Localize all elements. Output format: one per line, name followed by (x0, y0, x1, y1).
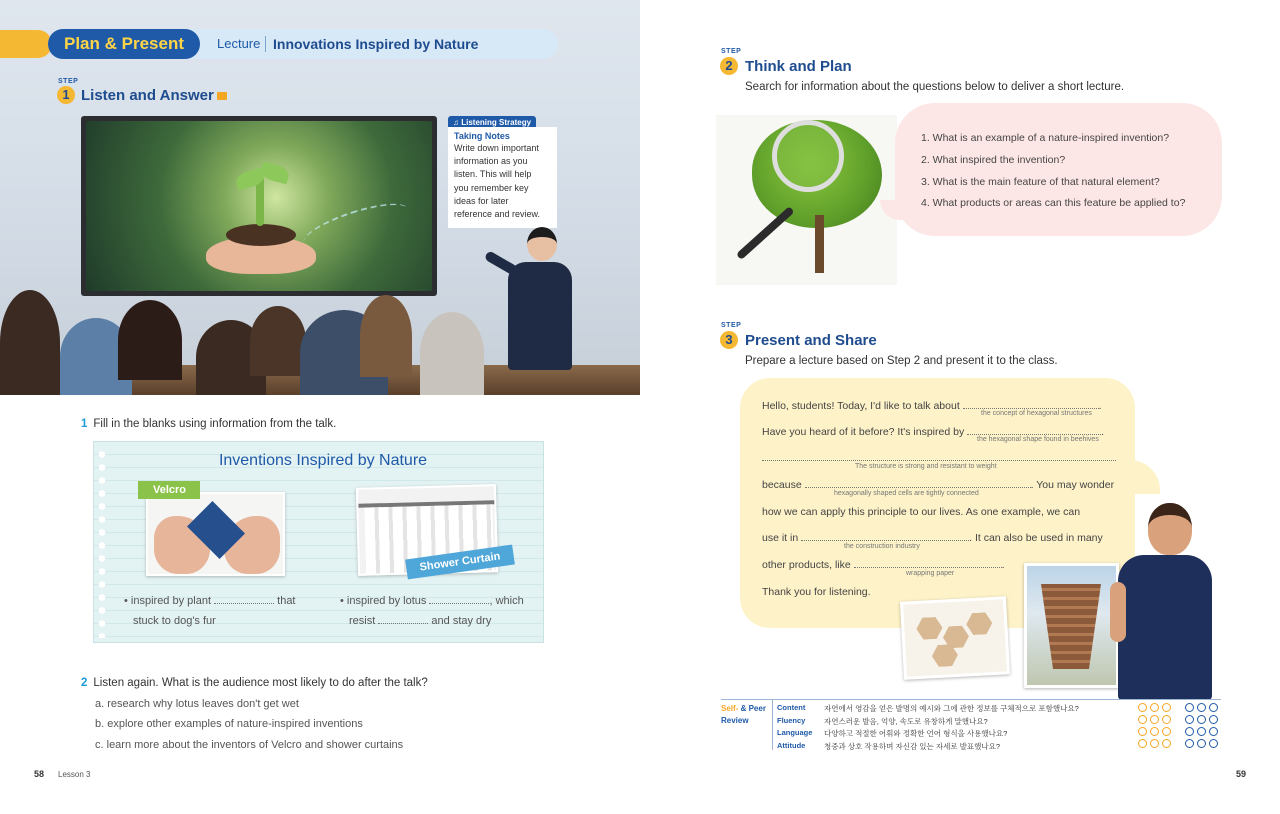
speech-blank[interactable] (854, 560, 1002, 568)
review-criterion: 자연스러운 발음, 억양, 속도로 유창하게 말했나요? (824, 717, 988, 726)
review-category: Language (777, 728, 813, 737)
review-category: Attitude (777, 741, 806, 750)
peer-rating-face-icon[interactable] (1197, 715, 1206, 724)
strategy-subheading: Taking Notes (454, 131, 510, 141)
speech-line-2: Have you heard of it before? It's inspired by . (762, 426, 1105, 438)
review-category: Content (777, 703, 806, 712)
self-rating-face-icon[interactable] (1150, 739, 1159, 748)
speech-blank[interactable] (963, 401, 1099, 409)
step-1-number: 1 (57, 86, 75, 104)
strategy-line: you remember key (454, 182, 529, 193)
review-divider (772, 700, 773, 750)
peer-rating-face-icon[interactable] (1209, 727, 1218, 736)
step-1-title-text: Listen and Answer (81, 87, 214, 104)
lecture-title: Innovations Inspired by Nature (273, 36, 479, 52)
student-presenter-arm (1110, 582, 1126, 642)
lecture-label: Lecture (217, 36, 261, 51)
shower-curtain-label: Shower Curtain (405, 545, 515, 580)
review-criterion: 다양하고 적절한 어휘와 정확한 언어 형식을 사용했나요? (824, 729, 1008, 738)
plan-question-1: 1. What is an example of a nature-inspired invention? (921, 132, 1170, 144)
presentation-screen (81, 116, 437, 296)
teacher-head (527, 227, 557, 261)
speech-hint: the concept of hexagonal structures (981, 410, 1092, 417)
curtain-text-d: and stay dry (431, 615, 492, 627)
speech-text: other products, like (762, 559, 851, 571)
question-1-number: 1 (81, 418, 88, 430)
speech-line-8: Thank you for listening. (762, 586, 871, 598)
hexagon-shape (916, 617, 943, 640)
sprout-leaf-right (259, 162, 290, 185)
peer-rating-face-icon[interactable] (1209, 739, 1218, 748)
tree-trunk (815, 215, 824, 273)
peer-rating-face-icon[interactable] (1185, 739, 1194, 748)
step-3-label: STEP (721, 322, 742, 329)
peer-rating-face-icon[interactable] (1185, 727, 1194, 736)
speech-line-7: other products, like . (762, 559, 1005, 571)
speech-hint: the hexagonal shape found in beehives (977, 436, 1099, 443)
self-rating-face-icon[interactable] (1150, 703, 1159, 712)
headphones-icon: ♫ (453, 118, 459, 127)
student-figure (420, 312, 484, 395)
answer-option-b[interactable] (95, 718, 363, 730)
hexagon-paper-photo (900, 596, 1010, 679)
review-top-rule (721, 699, 1221, 700)
speech-blank[interactable] (967, 427, 1101, 435)
speech-text: . It can also be used in many (969, 532, 1103, 544)
answer-option-a[interactable] (95, 698, 299, 710)
question-2-number: 2 (81, 677, 88, 689)
speech-text: use it in (762, 532, 799, 544)
speech-hint: the construction industry (844, 543, 920, 550)
velcro-text-b: that (277, 595, 296, 607)
student-figure (0, 290, 60, 395)
speech-blank[interactable] (805, 480, 1031, 488)
speech-text: Have you heard of it before? It's inspired by (762, 426, 965, 438)
option-text: explore other examples of nature-inspired inventions (107, 718, 363, 730)
notebook-binding-holes (98, 448, 106, 638)
self-rating-face-icon[interactable] (1162, 715, 1171, 724)
speech-text: because (762, 479, 802, 491)
listening-strategy-heading-text: Listening Strategy (461, 118, 532, 127)
self-rating-face-icon[interactable] (1162, 727, 1171, 736)
option-letter: c. (95, 739, 104, 751)
right-page-number: 59 (1236, 769, 1247, 779)
plan-question-2: 2. What inspired the invention? (921, 154, 1066, 166)
self-rating-face-icon[interactable] (1138, 727, 1147, 736)
hexagon-shape (966, 612, 993, 635)
notebook-title: Inventions Inspired by Nature (218, 452, 428, 469)
velcro-fill-line-1 (124, 595, 296, 607)
curtain-blank-input-1[interactable] (429, 596, 489, 604)
review-title-review: Review (721, 716, 749, 725)
step-2-description: Search for information about the questions below to deliver a short lecture. (745, 81, 1125, 93)
speech-hint: The structure is strong and resistant to weight (855, 463, 997, 470)
speech-text: Hello, students! Today, I'd like to talk about (762, 400, 960, 412)
step-2-title: Think and Plan (745, 58, 852, 75)
review-title-amp: & (740, 704, 747, 713)
section-title: Plan & Present (48, 29, 200, 59)
review-criterion: 자연에서 영감을 얻은 발명의 예시와 그에 관한 정보를 구체적으로 포함했나요? (824, 704, 1079, 713)
speech-text: . You may wonder (1030, 479, 1115, 491)
curtain-text-a: • inspired by lotus (340, 595, 427, 607)
step-3-description: Prepare a lecture based on Step 2 and present it to the class. (745, 355, 1058, 367)
curtain-blank-input-2[interactable] (378, 616, 428, 624)
magnifying-glass-icon (772, 120, 844, 192)
option-text: learn more about the inventors of Velcro and shower curtains (106, 739, 404, 751)
option-letter: a. (95, 698, 105, 710)
review-criterion: 청중과 상호 작용하며 자신감 있는 자세로 발표했나요? (824, 742, 1001, 751)
velcro-label: Velcro (138, 481, 200, 499)
student-figure (250, 306, 306, 376)
strategy-line: Write down important (454, 143, 539, 153)
peer-rating-face-icon[interactable] (1209, 703, 1218, 712)
step-2-label: STEP (721, 48, 742, 55)
step-3-title: Present and Share (745, 332, 877, 349)
strategy-line: ideas for later (454, 195, 509, 206)
velcro-photo (146, 492, 285, 576)
velcro-blank-input[interactable] (214, 596, 274, 604)
velcro-fill-line-2: stuck to dog's fur (133, 615, 216, 627)
step-2-number: 2 (720, 57, 738, 75)
peer-rating-face-icon[interactable] (1197, 727, 1206, 736)
self-rating-face-icon[interactable] (1138, 739, 1147, 748)
review-category: Fluency (777, 716, 806, 725)
self-rating-face-icon[interactable] (1162, 739, 1171, 748)
building-structure (1041, 584, 1101, 669)
self-rating-face-icon[interactable] (1150, 727, 1159, 736)
question-2 (81, 677, 428, 689)
curtain-text-b: , which (489, 595, 524, 607)
peer-rating-face-icon[interactable] (1197, 739, 1206, 748)
speech-line-5: how we can apply this principle to our lives. As one example, we can (762, 506, 1081, 518)
step-1-title (81, 87, 227, 104)
dna-helix-graphic (299, 195, 413, 258)
speech-line-1: Hello, students! Today, I'd like to talk about . (762, 400, 1102, 412)
speech-blank[interactable] (801, 533, 969, 541)
peer-rating-face-icon[interactable] (1209, 715, 1218, 724)
self-rating-face-icon[interactable] (1138, 715, 1147, 724)
teacher-body (508, 262, 572, 370)
option-letter: b. (95, 718, 105, 730)
left-page-number: 58 (34, 769, 45, 779)
curtain-fill-line-1 (340, 595, 524, 607)
step-1-label: STEP (58, 78, 79, 85)
hexagonal-building-photo (1024, 563, 1119, 688)
speech-blank-full[interactable] (762, 460, 1116, 461)
self-rating-face-icon[interactable] (1138, 703, 1147, 712)
plan-question-3: 3. What is the main feature of that natural element? (921, 176, 1160, 188)
curtain-text-c: resist (349, 615, 376, 627)
review-title-self: Self- (721, 704, 739, 713)
student-figure (360, 295, 412, 377)
plant-in-hands-image (86, 121, 432, 291)
review-title-peer: Peer (748, 704, 766, 713)
answer-option-c[interactable] (95, 739, 403, 751)
question-2-text: Listen again. What is the audience most likely to do after the talk? (93, 677, 428, 689)
velcro-text-a: • inspired by plant (124, 595, 212, 607)
listening-strategy-box (448, 127, 557, 228)
student-figure (118, 300, 182, 380)
question-1-text: Fill in the blanks using information from the talk. (93, 418, 337, 430)
plan-question-4: 4. What products or areas can this feature be applied to? (921, 197, 1186, 209)
strategy-line: information as you (454, 156, 528, 167)
student-presenter-head (1148, 503, 1192, 555)
peer-rating-face-icon[interactable] (1185, 703, 1194, 712)
self-rating-face-icon[interactable] (1162, 703, 1171, 712)
self-rating-face-icon[interactable] (1150, 715, 1159, 724)
curtain-fill-line-2 (349, 615, 491, 627)
header-divider (265, 36, 266, 52)
question-1 (81, 418, 336, 430)
section-tab-marker (0, 30, 52, 58)
audio-speaker-icon[interactable] (217, 92, 227, 100)
strategy-line: reference and review. (454, 209, 541, 220)
option-text: research why lotus leaves don't get wet (107, 698, 299, 710)
strategy-line: listen. This will help (454, 169, 532, 180)
peer-rating-face-icon[interactable] (1185, 715, 1194, 724)
soil-shape (226, 224, 296, 246)
speech-hint: hexagonally shaped cells are tightly connected (834, 490, 979, 497)
lesson-label: Lesson 3 (58, 770, 91, 779)
student-presenter-body (1118, 555, 1212, 700)
step-3-number: 3 (720, 331, 738, 349)
peer-rating-face-icon[interactable] (1197, 703, 1206, 712)
speech-hint: wrapping paper (906, 570, 955, 577)
self-peer-review-title (721, 703, 766, 727)
questions-speech-bubble (895, 103, 1222, 236)
speech-line-6 (762, 532, 1103, 544)
